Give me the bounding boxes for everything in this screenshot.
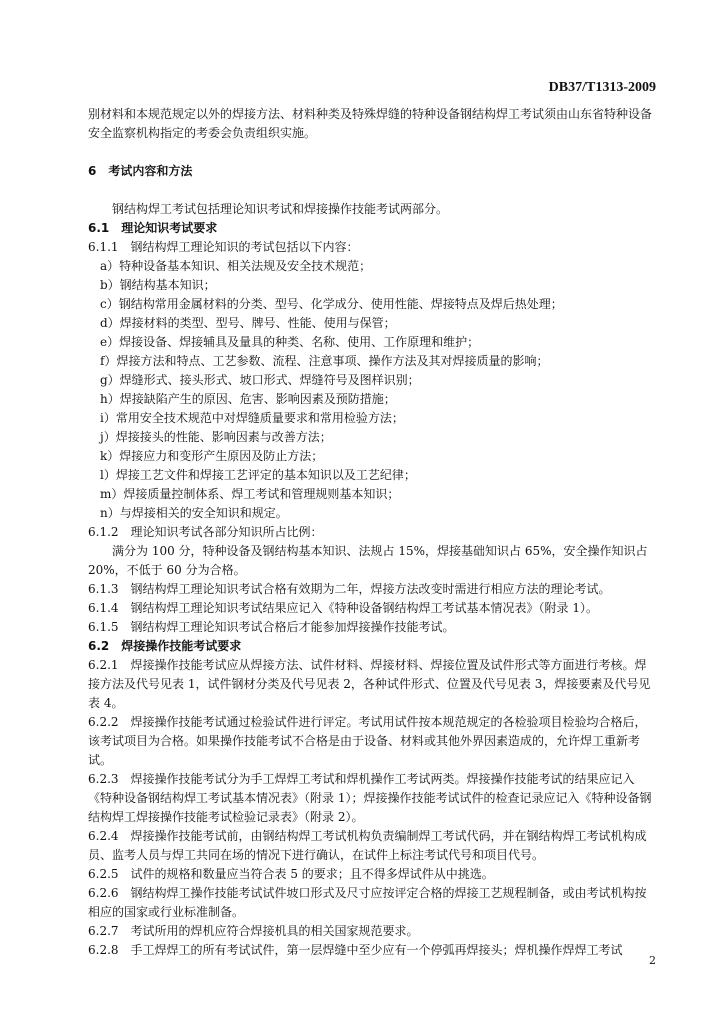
list-item: c）钢结构常用金属材料的分类、型号、化学成分、使用性能、焊接特点及焊后热处理； <box>100 297 563 311</box>
clause-6-2-3: 6.2.3 焊接操作技能考试分为手工焊焊工考试和焊机操作工考试两类。焊接操作技能考试的结果应记入《特种设备钢结构焊工考试基本情况表》（附录 1）；焊接操作技能考试试件的检查记录应记入《特种设备钢结构焊工焊接操作技能考试检验记录表》（附录 2）。 <box>88 772 652 824</box>
clause-6-2-2: 6.2.2 焊接操作技能考试通过检验试件进行评定。考试用试件按本规范规定的各检验项目检验均合格后，该考试项目为合格。如果操作技能考试不合格是由于设备、材料或其他外界因素造成的，允许焊工重新考试。 <box>88 715 647 767</box>
clause-6-2-4: 6.2.4 焊接操作技能考试前，由钢结构焊工考试机构负责编制焊工考试代码，并在钢结构焊工考试机构成员、监考人员与焊工共同在场的情况下进行确认，在试件上标注考试代号和项目代号。 <box>88 829 647 862</box>
section-6-1-heading: 6.1 理论知识考试要求 <box>88 221 218 235</box>
list-item: d）焊接材料的类型、型号、牌号、性能、使用与保管； <box>100 316 396 330</box>
clause-6-1-3: 6.1.3 钢结构焊工理论知识考试合格有效期为二年，焊接方法改变时需进行相应方法的理论考试。 <box>88 582 611 596</box>
list-item: i）常用安全技术规范中对焊缝质量要求和常用检验方法； <box>100 411 404 425</box>
list-item: m）焊接质量控制体系、焊工考试和管理规则基本知识； <box>100 487 400 501</box>
list-item: l）焊接工艺文件和焊接工艺评定的基本知识以及工艺纪律； <box>100 468 416 482</box>
page-content <box>88 105 658 960</box>
content-list <box>88 257 658 523</box>
clause-6-1-2-text: 满分为 100 分，特种设备及钢结构基本知识、法规占 15%，焊接基础知识占 65%，安全操作知识占 20%，不低于 60 分为合格。 <box>88 544 648 577</box>
list-item: g）焊缝形式、接头形式、坡口形式、焊缝符号及图样识别； <box>100 373 420 387</box>
section-6-heading: 6 考试内容和方法 <box>88 164 193 178</box>
clause-6-2-5: 6.2.5 试件的规格和数量应当符合表 5 的要求；且不得多焊试件从中挑选。 <box>88 867 494 881</box>
section-6-text: 钢结构焊工考试包括理论知识考试和焊接操作技能考试两部分。 <box>112 202 449 216</box>
list-item: k）焊接应力和变形产生原因及防止方法； <box>100 449 324 463</box>
clause-6-2-8: 6.2.8 手工焊焊工的所有考试试件，第一层焊缝中至少应有一个停弧再焊接头；焊机操作焊焊工考试 <box>88 943 623 957</box>
clause-6-1-2: 6.1.2 理论知识考试各部分知识所占比例： <box>88 525 323 539</box>
clause-6-1-1: 6.1.1 钢结构焊工理论知识的考试包括以下内容： <box>88 240 359 254</box>
intro-paragraph: 别材料和本规范规定以外的焊接方法、材料种类及特殊焊缝的特种设备钢结构焊工考试须由山东省特种设备安全监察机构指定的考委会负责组织实施。 <box>88 107 653 140</box>
list-item: j）焊接接头的性能、影响因素与改善方法； <box>100 430 332 444</box>
clause-6-2-7: 6.2.7 考试所用的焊机应符合焊接机具的相关国家规范要求。 <box>88 924 419 938</box>
list-item: e）焊接设备、焊接辅具及量具的种类、名称、使用、工作原理和维护； <box>100 335 480 349</box>
list-item: h）焊接缺陷产生的原因、危害、影响因素及预防措施； <box>100 392 396 406</box>
section-6-2-heading: 6.2 焊接操作技能考试要求 <box>88 639 242 653</box>
clause-6-1-4: 6.1.4 钢结构焊工理论知识考试结果应记入《特种设备钢结构焊工考试基本情况表》（附录 1）。 <box>88 601 598 615</box>
page-number: 2 <box>649 954 656 967</box>
list-item: a）特种设备基本知识、相关法规及安全技术规范； <box>100 259 372 273</box>
list-item: n）与焊接相关的安全知识和规定。 <box>100 506 288 520</box>
document-id: DB37/T1313-2009 <box>548 80 656 95</box>
list-item: b）钢结构基本知识； <box>100 278 216 292</box>
list-item: f）焊接方法和特点、工艺参数、流程、注意事项、操作方法及其对焊接质量的影响； <box>100 354 549 368</box>
clause-6-2-1: 6.2.1 焊接操作技能考试应从焊接方法、试件材料、焊接材料、焊接位置及试件形式等方面进行考核。焊接方法及代号见表 1，试件钢材分类及代号见表 2，各种试件形式、位置及代号见表 3，焊接要素及代号见表 4。 <box>88 658 651 710</box>
clause-6-1-5: 6.1.5 钢结构焊工理论知识考试合格后才能参加焊接操作技能考试。 <box>88 620 455 634</box>
clause-6-2-6: 6.2.6 钢结构焊工操作技能考试试件坡口形式及尺寸应按评定合格的焊接工艺规程制备，或由考试机构按相应的国家或行业标准制备。 <box>88 886 647 919</box>
